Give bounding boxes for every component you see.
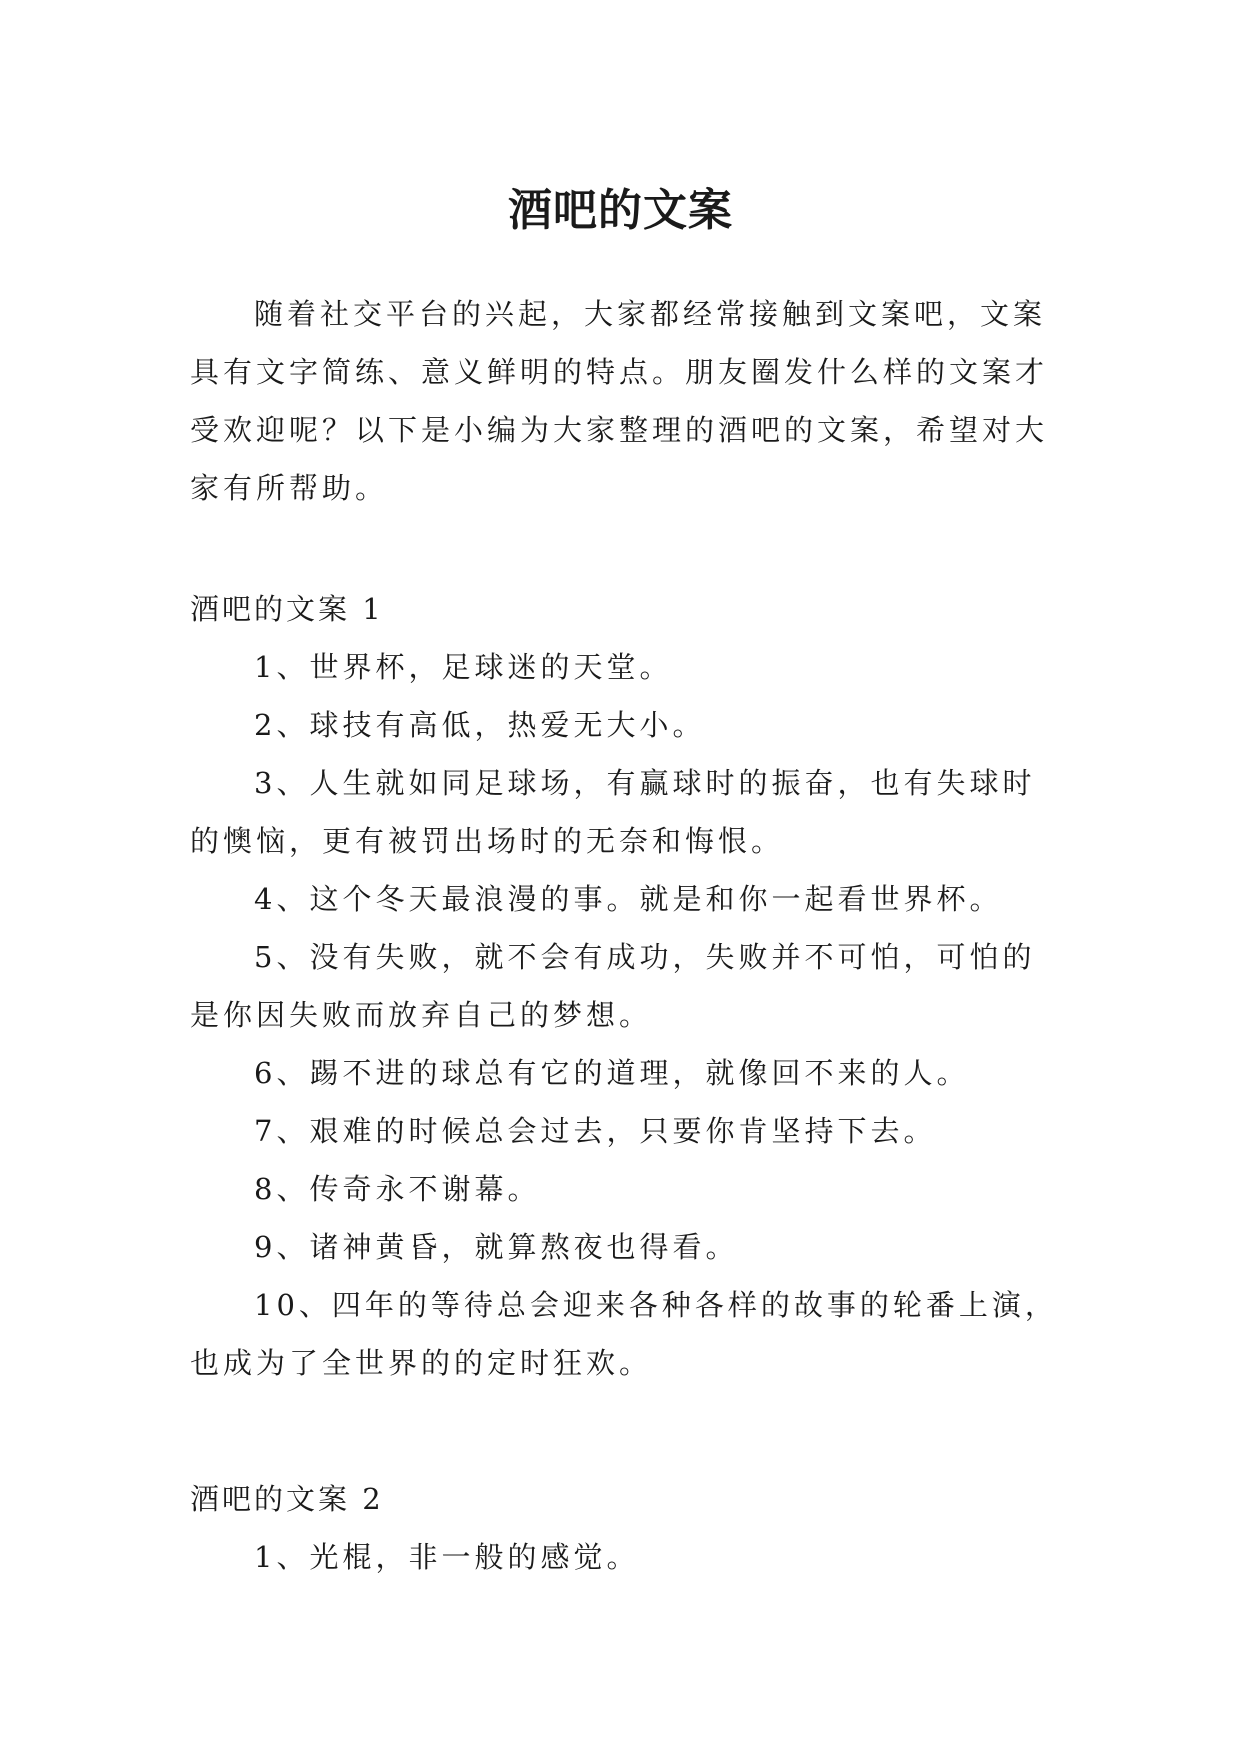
list-item: 3、人生就如同足球场，有赢球时的振奋，也有失球时的懊恼，更有被罚出场时的无奈和悔恨。 xyxy=(190,766,1036,858)
list-item: 5、没有失败，就不会有成功，失败并不可怕，可怕的是你因失败而放弃自己的梦想。 xyxy=(190,940,1036,1032)
list-item: 7、艰难的时候总会过去，只要你肯坚持下去。 xyxy=(254,1114,937,1148)
list-item: 6、踢不进的球总有它的道理，就像回不来的人。 xyxy=(254,1056,970,1090)
list-item: 9、诸神黄昏，就算熬夜也得看。 xyxy=(254,1230,739,1264)
list-item: 1、世界杯，足球迷的天堂。 xyxy=(254,650,673,684)
section-heading: 酒吧的文案 2 xyxy=(190,1482,384,1516)
list-item: 4、这个冬天最浪漫的事。就是和你一起看世界杯。 xyxy=(254,882,1003,916)
intro-paragraph: 随着社交平台的兴起，大家都经常接触到文案吧，文案具有文字简练、意义鲜明的特点。朋友圈发什么样的文案才受欢迎呢？以下是小编为大家整理的酒吧的文案，希望对大家有所帮助。 xyxy=(190,297,1049,505)
list-item: 1、光棍，非一般的感觉。 xyxy=(254,1540,640,1574)
list-item: 10、四年的等待总会迎来各种各样的故事的轮番上演，也成为了全世界的的定时狂欢。 xyxy=(190,1288,1058,1380)
document-title: 酒吧的文案 xyxy=(508,185,733,237)
section-2 xyxy=(190,1470,1060,1586)
section-heading: 酒吧的文案 1 xyxy=(190,592,384,626)
list-item: 8、传奇永不谢幕。 xyxy=(254,1172,541,1206)
list-item: 2、球技有高低，热爱无大小。 xyxy=(254,708,706,742)
section-1 xyxy=(190,580,1060,1392)
